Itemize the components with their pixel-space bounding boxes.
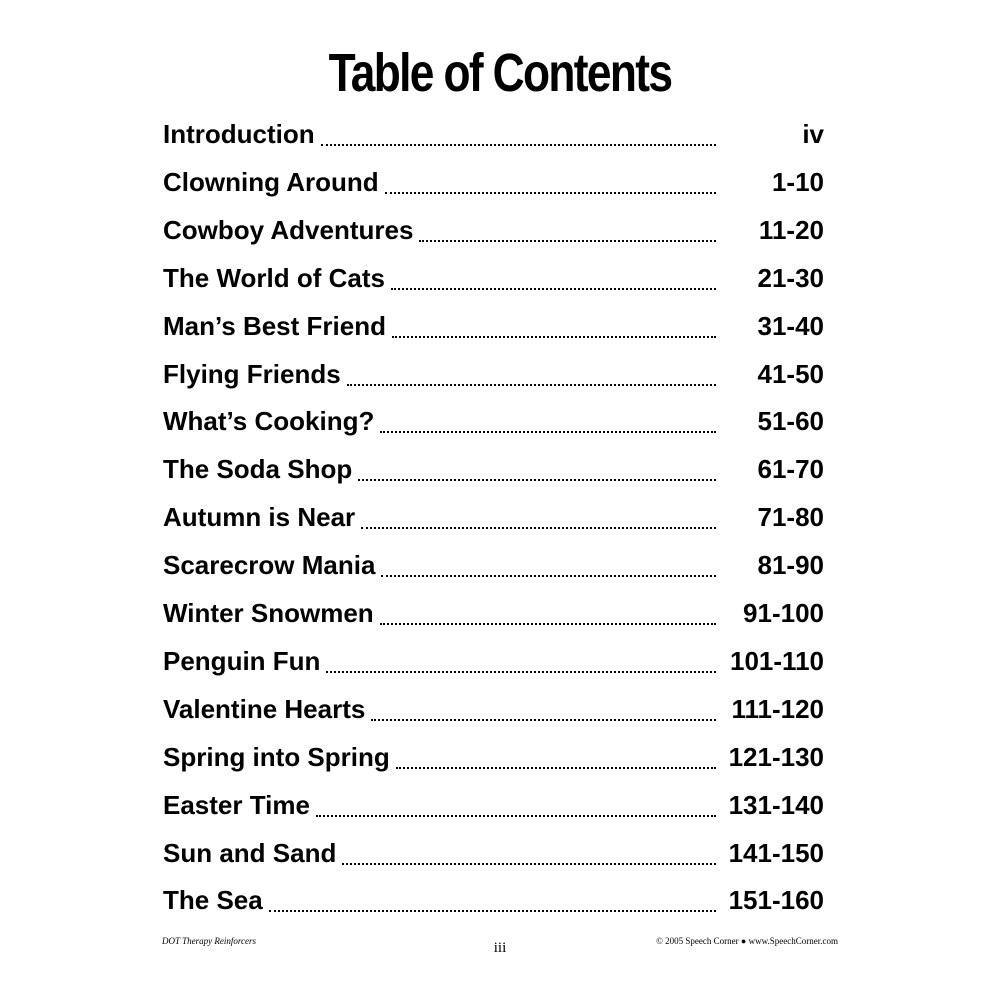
toc-entry-title: Scarecrow Mania bbox=[163, 550, 376, 581]
dot-leader bbox=[380, 431, 716, 433]
toc-entry bbox=[0, 494, 1000, 542]
toc-entry-pages: 31-40 bbox=[757, 310, 824, 341]
toc-entry-pages: 111-120 bbox=[731, 693, 824, 724]
dot-leader bbox=[392, 336, 716, 338]
dot-leader bbox=[371, 719, 716, 721]
toc-entry-title: The Soda Shop bbox=[163, 454, 353, 485]
dot-leader bbox=[326, 671, 716, 673]
toc-entry-title: Clowning Around bbox=[163, 166, 379, 197]
toc-entry-pages: 11-20 bbox=[758, 214, 824, 245]
footer-book-title: DOT Therapy Reinforcers bbox=[162, 936, 256, 946]
toc-entry-pages: 61-70 bbox=[757, 454, 824, 485]
dot-leader bbox=[358, 479, 716, 481]
toc-entry-pages: 131-140 bbox=[728, 789, 824, 820]
toc-entry bbox=[0, 446, 1000, 494]
toc-entry-title: Flying Friends bbox=[163, 358, 341, 389]
dot-leader bbox=[381, 575, 716, 577]
toc-entry-title: Valentine Hearts bbox=[163, 693, 366, 724]
toc-entry bbox=[0, 734, 1000, 782]
toc-entry bbox=[0, 398, 1000, 446]
dot-leader bbox=[316, 815, 716, 817]
toc-entry bbox=[0, 111, 1000, 159]
toc-entry-pages: 91-100 bbox=[743, 598, 824, 628]
toc-entry bbox=[0, 590, 1000, 638]
dot-leader bbox=[321, 144, 716, 146]
toc-entry-pages: 151-160 bbox=[728, 885, 824, 916]
toc-entry bbox=[0, 351, 1000, 399]
toc-entry-pages: 41-50 bbox=[757, 358, 824, 389]
toc-entry-title: Penguin Fun bbox=[163, 645, 321, 676]
toc-entry-pages: 51-60 bbox=[757, 406, 824, 437]
toc-entry-pages: 121-130 bbox=[728, 741, 824, 772]
toc-entry bbox=[0, 255, 1000, 303]
toc-entry bbox=[0, 686, 1000, 734]
toc-entry bbox=[0, 877, 1000, 925]
toc-entry-pages: 21-30 bbox=[757, 262, 824, 293]
toc-entry-title: Autumn is Near bbox=[163, 502, 356, 533]
dot-leader bbox=[347, 384, 716, 386]
footer-page-number: iii bbox=[493, 940, 507, 956]
toc-entry-pages: 141-150 bbox=[728, 837, 824, 868]
toc-entry-pages: 1-10 bbox=[771, 166, 824, 197]
toc-entry bbox=[0, 303, 1000, 351]
dot-leader bbox=[361, 527, 716, 529]
page-title: Table of Contents bbox=[328, 43, 672, 103]
toc-entry bbox=[0, 207, 1000, 255]
toc-entry bbox=[0, 830, 1000, 878]
dot-leader bbox=[385, 192, 716, 194]
toc-entry-title: Easter Time bbox=[163, 789, 310, 820]
toc-entry bbox=[0, 782, 1000, 830]
toc-entry-title: Man’s Best Friend bbox=[163, 310, 386, 341]
toc-entry-pages: 81-90 bbox=[757, 550, 824, 581]
dot-leader bbox=[391, 288, 716, 290]
dot-leader bbox=[396, 767, 716, 769]
toc-entry bbox=[0, 638, 1000, 686]
toc-entry-pages: 71-80 bbox=[757, 502, 824, 533]
footer-copyright: © 2005 Speech Corner ● www.SpeechCorner.com bbox=[656, 936, 838, 946]
dot-leader bbox=[342, 863, 716, 865]
toc-entry-title: Cowboy Adventures bbox=[163, 214, 414, 245]
dot-leader bbox=[380, 623, 716, 625]
dot-leader bbox=[269, 910, 716, 912]
toc-entry bbox=[0, 542, 1000, 590]
toc-entry-pages: iv bbox=[802, 119, 824, 149]
toc-entry-pages: 101-110 bbox=[730, 645, 824, 676]
toc-entry bbox=[0, 159, 1000, 207]
toc-entry-title: What’s Cooking? bbox=[163, 406, 375, 437]
toc-entry-title: Introduction bbox=[163, 119, 315, 149]
table-of-contents bbox=[0, 111, 1000, 931]
toc-entry-title: Spring into Spring bbox=[163, 741, 390, 772]
dot-leader bbox=[419, 240, 716, 242]
toc-entry-title: The World of Cats bbox=[163, 262, 385, 293]
toc-entry-title: Sun and Sand bbox=[163, 837, 337, 868]
toc-entry-title: The Sea bbox=[163, 885, 263, 916]
toc-entry-title: Winter Snowmen bbox=[163, 598, 374, 628]
